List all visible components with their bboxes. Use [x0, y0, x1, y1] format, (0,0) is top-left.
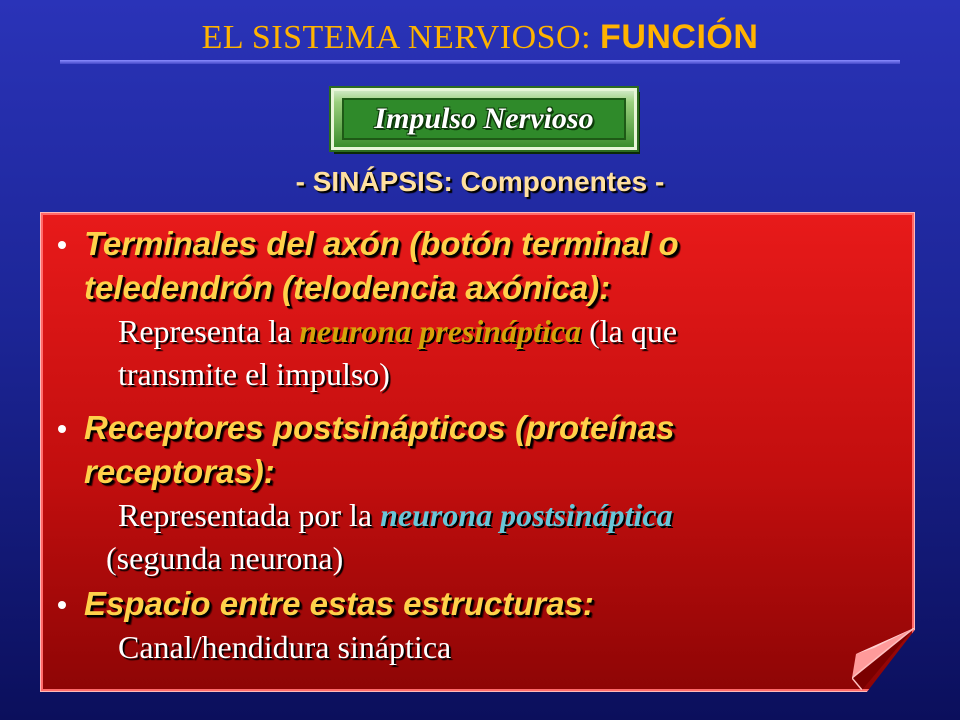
bullet-icon	[58, 601, 66, 609]
item-description-line-2: (segunda neurona)	[106, 540, 344, 576]
description-prefix: Representa la	[118, 313, 300, 349]
bullet-icon	[58, 241, 66, 249]
slide-subtitle: - SINÁPSIS: Componentes -	[295, 166, 665, 197]
item-heading-line-2: teledendrón (telodencia axónica):	[84, 269, 611, 306]
title-part-1: EL SISTEMA NERVIOSO:	[201, 19, 601, 56]
item-heading-line-1: Espacio entre estas estructuras:	[84, 585, 594, 622]
list-item-receptores	[58, 406, 898, 586]
item-heading-line-1: Terminales del axón (botón terminal o	[84, 225, 679, 262]
impulse-label: Impulso Nervioso	[374, 102, 594, 135]
bullet-icon	[58, 425, 66, 433]
item-description-line-1	[118, 310, 898, 353]
item-description-line-1	[118, 494, 898, 537]
description-suffix: (la que	[581, 313, 678, 349]
content-list	[58, 222, 898, 669]
highlight-postsinaptica: neurona postsináptica	[380, 497, 673, 533]
item-heading-line-2: receptoras):	[84, 453, 275, 490]
item-description-line-2: transmite el impulso)	[118, 356, 390, 392]
description-prefix: Representada por la	[118, 497, 381, 533]
item-description-line-1: Canal/hendidura sináptica	[118, 629, 452, 665]
highlight-presinaptica: neurona presináptica	[299, 313, 582, 349]
item-heading-line-1: Receptores postsinápticos (proteínas	[84, 409, 675, 446]
title-part-2: FUNCIÓN	[600, 18, 759, 56]
list-item-terminales	[58, 222, 898, 398]
list-item-espacio	[58, 582, 898, 669]
